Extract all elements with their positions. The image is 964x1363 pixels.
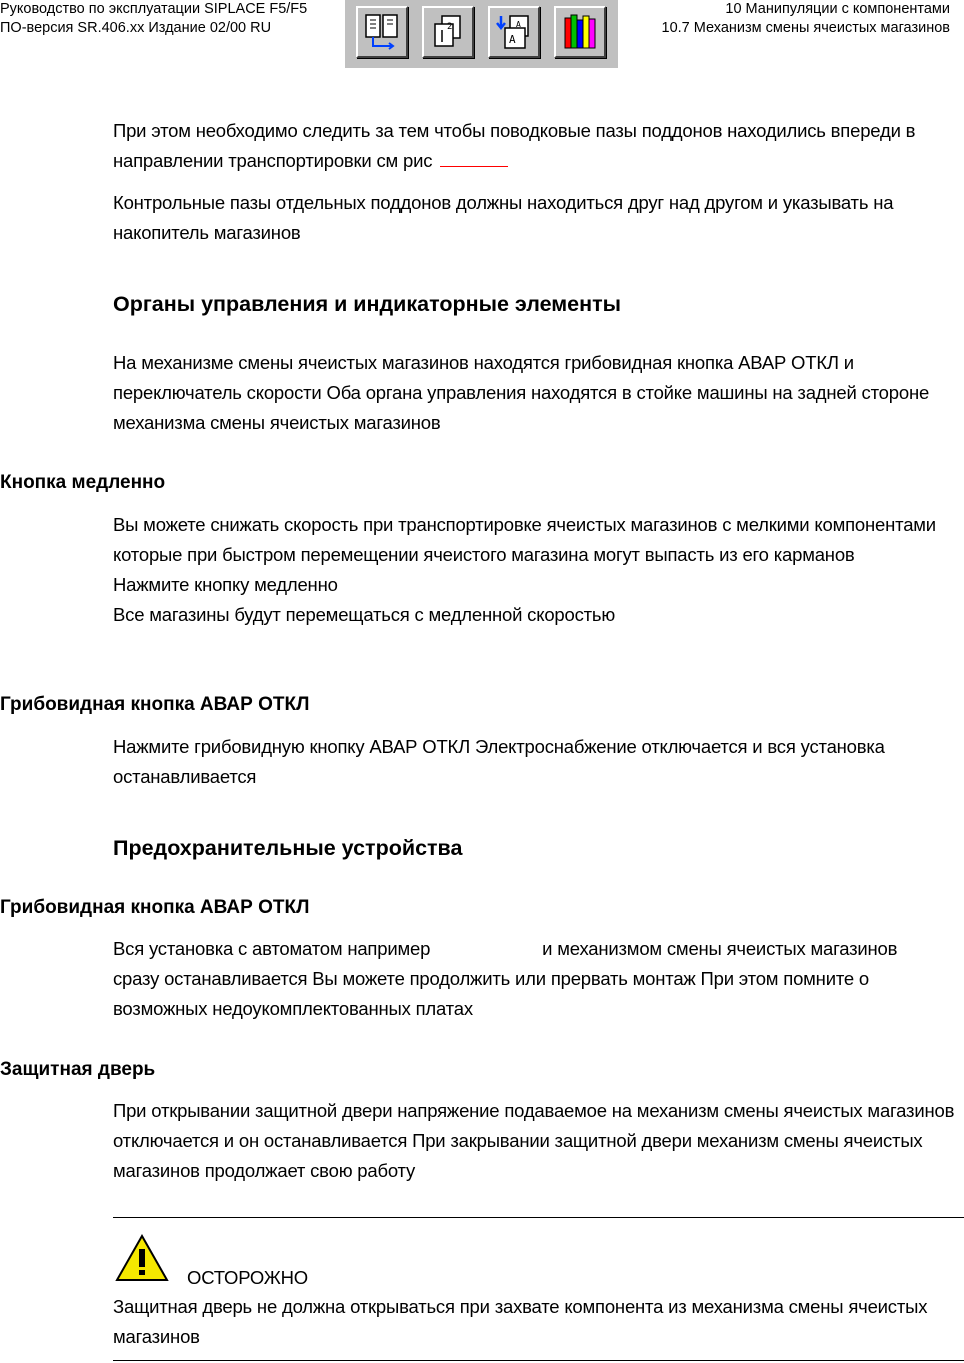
- header-right: [662, 0, 950, 38]
- index-icon: [494, 12, 534, 52]
- slow-button-step: Нажмите кнопку медленно: [113, 574, 338, 595]
- estop-heading: Грибовидная кнопка АВАР ОТКЛ: [0, 694, 310, 715]
- slow-button-text: Вы можете снижать скорость при транспортировке ячеистых магазинов с мелкими компонентами которые при быстром перемещении ячеистого магазина могут выпасть из его карманов: [113, 514, 936, 565]
- pages-button[interactable]: [422, 6, 474, 58]
- library-icon: [560, 12, 600, 52]
- safety-estop-heading: Грибовидная кнопка АВАР ОТКЛ: [0, 897, 310, 918]
- safety-estop-description: [113, 934, 963, 1024]
- safety-section-title: Предохранительные устройства: [113, 836, 463, 860]
- caution-bottom-rule: [113, 1360, 964, 1361]
- intro-paragraph-2: Контрольные пазы отдельных поддонов должны находиться друг над другом и указывать на накопитель магазинов: [113, 192, 894, 243]
- header-left: [0, 0, 307, 38]
- svg-text:2: 2: [447, 22, 453, 32]
- safety-estop-rest: сразу останавливается Вы можете продолжить или прервать монтаж При этом помните о возможных недоукомплектованных платах: [113, 968, 870, 1019]
- controls-section-title: Органы управления и индикаторные элементы: [113, 292, 622, 316]
- figure-link[interactable]: [440, 146, 508, 167]
- svg-text:A: A: [509, 33, 516, 46]
- toc-icon: [362, 12, 402, 52]
- caution-top-rule: [113, 1217, 964, 1218]
- slow-button-heading: Кнопка медленно: [0, 472, 166, 493]
- caution-text: Защитная дверь не должна открываться при захвате компонента из механизма смены ячеистых магазинов: [113, 1296, 928, 1347]
- safety-estop-line: Вся установка с автоматом например и механизмом смены ячеистых магазинов: [113, 938, 898, 959]
- slow-button-result: Все магазины будут перемещаться с медленной скоростью: [113, 604, 616, 625]
- toc-button[interactable]: [356, 6, 408, 58]
- caution-label: ОСТОРОЖНО: [187, 1267, 308, 1288]
- intro-paragraph-1: При этом необходимо следить за тем чтобы поводковые пазы поддонов находились впереди в направлении транспортировки см рис: [113, 120, 916, 171]
- controls-intro: На механизме смены ячеистых магазинов находятся грибовидная кнопка АВАР ОТКЛ и переключатель скорости Оба органа управления находятся в стойке машины на задней стороне механизма смены ячеистых магазинов: [113, 352, 930, 433]
- chapter-title: 10 Манипуляции с компонентами: [725, 1, 950, 17]
- library-button[interactable]: [554, 6, 606, 58]
- pages-icon: [428, 12, 468, 52]
- section-title: 10.7 Механизм смены ячеистых магазинов: [661, 20, 950, 36]
- warning-icon: [115, 1234, 169, 1282]
- svg-text:A: A: [516, 20, 521, 29]
- navigation-toolbar: [345, 0, 618, 68]
- door-heading: Защитная дверь: [0, 1059, 156, 1080]
- slow-button-description: [113, 510, 963, 630]
- software-version: ПО-версия SR.406.xx Издание 02/00 RU: [0, 20, 272, 36]
- door-description: При открывании защитной двери напряжение подаваемое на механизм смены ячеистых магазинов отключается и он останавливается При закрывании защитной двери механизм смены ячеистых магазинов продолжает свою работу: [113, 1100, 955, 1181]
- manual-title: Руководство по эксплуатации SIPLACE F5/F5: [0, 1, 308, 17]
- index-button[interactable]: [488, 6, 540, 58]
- estop-description: Нажмите грибовидную кнопку АВАР ОТКЛ Электроснабжение отключается и вся установка останавливается: [113, 736, 885, 787]
